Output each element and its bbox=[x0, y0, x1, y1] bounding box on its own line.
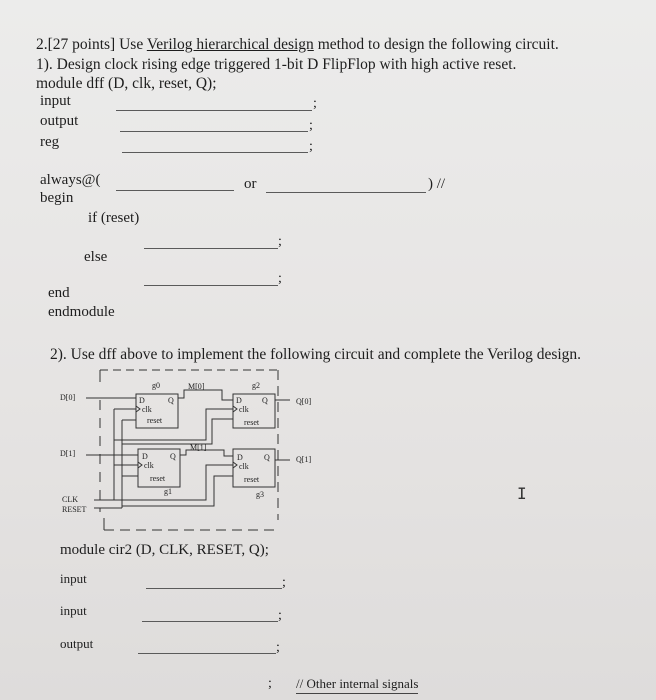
label-m0: M[0] bbox=[188, 382, 205, 391]
ff-g3-clk-pin: clk bbox=[239, 462, 249, 471]
semicolon: ; bbox=[278, 271, 282, 286]
label-g1: g1 bbox=[164, 487, 172, 496]
label-g2: g2 bbox=[252, 381, 260, 390]
reg-label: reg bbox=[40, 134, 60, 150]
else-keyword: else bbox=[84, 249, 108, 265]
label-g3: g3 bbox=[256, 490, 264, 499]
text-cursor-icon: I bbox=[517, 484, 527, 503]
cir2-output-label: output bbox=[60, 636, 94, 651]
ff-g2-clk-triangle bbox=[233, 406, 237, 412]
internal-signals-comment: // Other internal signals bbox=[296, 676, 418, 694]
ff-g0-reset-pin: reset bbox=[147, 416, 163, 425]
cir2-input-blank-2[interactable] bbox=[142, 621, 278, 622]
wire-m0 bbox=[178, 390, 233, 400]
clk-to-g3 bbox=[114, 465, 233, 500]
wire-m1 bbox=[180, 450, 233, 456]
ff-g0-q-pin: Q bbox=[168, 396, 174, 405]
ff-g2-d-pin: D bbox=[236, 396, 242, 405]
ff-g0-clk-pin: clk bbox=[142, 405, 152, 414]
ff-g2-reset-pin: reset bbox=[244, 418, 260, 427]
cir2-input-label-2: input bbox=[60, 603, 87, 618]
label-g0: g0 bbox=[152, 381, 160, 390]
reset-to-g3 bbox=[122, 476, 233, 506]
semicolon: ; bbox=[268, 676, 272, 691]
semicolon: ; bbox=[309, 139, 313, 154]
begin-keyword: begin bbox=[40, 190, 74, 206]
end-keyword: end bbox=[48, 285, 70, 301]
label-d0: D[0] bbox=[60, 393, 76, 402]
ff-g2-q-pin: Q bbox=[262, 396, 268, 405]
cir2-output-blank[interactable] bbox=[138, 653, 276, 654]
ff-g0-clk-triangle bbox=[136, 406, 140, 412]
label-q0: Q[0] bbox=[296, 397, 312, 406]
ff-g3-q-pin: Q bbox=[264, 453, 270, 462]
always-close: ) // bbox=[428, 176, 446, 192]
always-label: always@( bbox=[40, 172, 101, 188]
ff-g3-d-pin: D bbox=[237, 453, 243, 462]
label-m1: M[1] bbox=[190, 443, 207, 452]
ff-g2-clk-pin: clk bbox=[239, 405, 249, 414]
semicolon: ; bbox=[278, 234, 282, 249]
ff-g3-reset-pin: reset bbox=[244, 475, 260, 484]
semicolon: ; bbox=[309, 118, 313, 133]
endmodule-keyword: endmodule bbox=[48, 304, 115, 320]
verilog-method-link: Verilog hierarchical design bbox=[146, 36, 314, 53]
or-keyword: or bbox=[244, 176, 257, 192]
label-reset: RESET bbox=[62, 505, 87, 514]
ff-g1-clk-pin: clk bbox=[144, 461, 154, 470]
input-label: input bbox=[40, 93, 71, 109]
ff-g3-clk-triangle bbox=[233, 462, 237, 468]
clk-to-g2 bbox=[114, 409, 233, 440]
part2-text: 2). Use dff above to implement the following circuit and complete the Verilog design. bbox=[50, 346, 582, 363]
if-reset-label: if (reset) bbox=[88, 210, 140, 226]
output-label: output bbox=[40, 113, 79, 129]
ff-g1-reset-pin: reset bbox=[150, 474, 166, 483]
semicolon: ; bbox=[278, 608, 282, 623]
semicolon: ; bbox=[276, 640, 280, 655]
semicolon: ; bbox=[313, 96, 317, 111]
label-clk: CLK bbox=[62, 495, 78, 504]
semicolon: ; bbox=[282, 575, 286, 590]
label-q1: Q[1] bbox=[296, 455, 312, 464]
module-dff-header: module dff (D, clk, reset, Q); bbox=[36, 75, 217, 92]
question-suffix: method to design the following circuit. bbox=[317, 36, 559, 53]
ff-g0-d-pin: D bbox=[139, 396, 145, 405]
part1-text: 1). Design clock rising edge triggered 1-bit D FlipFlop with high active reset. bbox=[36, 56, 517, 73]
ff-g1-clk-triangle bbox=[138, 462, 142, 468]
ff-g1-d-pin: D bbox=[142, 452, 148, 461]
label-d1: D[1] bbox=[60, 449, 76, 458]
ff-g1-q-pin: Q bbox=[170, 452, 176, 461]
cir2-input-blank-1[interactable] bbox=[146, 588, 282, 589]
module-cir2-header: module cir2 (D, CLK, RESET, Q); bbox=[60, 542, 269, 558]
cir2-input-label-1: input bbox=[60, 571, 87, 586]
question-number: 2.[27 points] Use bbox=[36, 36, 144, 53]
